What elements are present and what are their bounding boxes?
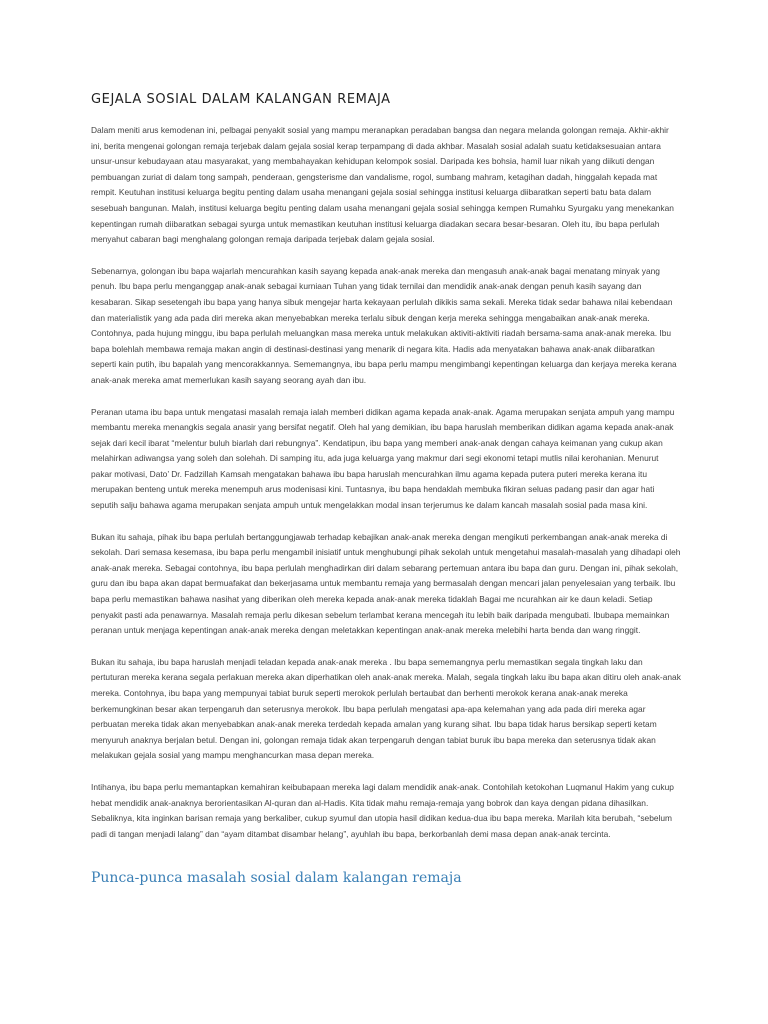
paragraph-kebajikan: Bukan itu sahaja, pihak ibu bapa perlulah bertanggungjawab terhadap kebajikan anak-anak mereka dengan mengikuti perkembangan anak-anak mereka di sekolah. Dari semasa kesemasa, ibu bapa perlu mengambil inisiatif untuk menghubungi pihak sekolah untuk mengetahui masalah-masalah yang dihadapi oleh anak-anak mereka. Sebagai contohnya, ibu bapa perlulah menghadirkan diri dalam sebarang pertemuan antara ibu bapa dan guru. Dengan ini, pihak sekolah, guru dan ibu bapa akan dapat bermuafakat dan bekerjasama untuk membantu remaja yang bermasalah dengan mencari jalan penyelesaian yang terbaik. Ibu bapa perlu memastikan bahawa nasihat yang diberikan oleh mereka kepada anak-anak mereka tidaklah Bagai me ncurahkan air ke daun keladi. Setiap penyakit pasti ada penawarnya. Masalah remaja perlu dikesan sebelum terlambat kerana mencegah itu lebih baik daripada mengubati. Ibubapa memainkan peranan untuk menjaga kepentingan anak-anak mereka dengan meletakkan kepentingan anak-anak mereka melebihi harta benda dan wang ringgit.: [91, 531, 681, 636]
paragraph-intro: Dalam meniti arus kemodenan ini, pelbagai penyakit sosial yang mampu meranapkan peradaban bangsa dan negara melanda golongan remaja. Akhir-akhir ini, berita mengenai golongan remaja terjebak dalam gejala sosial kerap terpampang di dada akhbar. Masalah sosial adalah suatu ketidaksesuaian antara unsur-unsur kebudayaan atau masyarakat, yang membahayakan kehidupan kelompok sosial. Daripada kes bohsia, hamil luar nikah yang diikuti dengan pembuangan zuriat di dalam tong sampah, penderaan, gengsterisme dan vandalisme, rogol, sumbang mahram, ketagihan dadah, hinggalah kepada mat rempit. Keutuhan institusi keluarga begitu penting dalam usaha menangani gejala sosial sehingga institusi keluarga diibaratkan seperti batu bata dalam sesebuah bangunan. Malah, institusi keluarga begitu penting dalam usaha menangani gejala sosial sehingga kempen Rumahku Syurgaku yang menekankan kepentingan rumah diibaratkan sebagai syurga untuk memastikan keutuhan institusi keluarga diadakan secara besar-besaran. Oleh itu, ibu bapa perlulah menyahut cabaran bagi menghalang golongan remaja daripada terjebak dalam gejala sosial.: [91, 125, 674, 245]
paragraph-conclusion: Intihanya, ibu bapa perlu memantapkan kemahiran keibubapaan mereka lagi dalam mendidik anak-anak. Contohilah ketokohan Luqmanul Hakim yang cukup hebat mendidik anak-anaknya berorientasikan Al-quran dan al-Hadis. Kita tidak mahu remaja-remaja yang bobrok dan kaya dengan pidana dihasilkan. Sebaliknya, kita inginkan barisan remaja yang berkaliber, cukup syumul dan utopia hasil didikan kedua-dua ibu bapa mereka. Marilah kita berubah, “sebelum padi di tangan menjadi lalang” dan “ayam ditambat disambar helang”, ayuhlah ibu bapa, berkorbanlah demi masa depan anak-anak tercinta.: [91, 781, 674, 839]
document-page: [91, 92, 681, 886]
section-heading: Punca-punca masalah sosial dalam kalangan remaja: [91, 870, 462, 887]
paragraph-didikan-agama: Peranan utama ibu bapa untuk mengatasi masalah remaja ialah memberi didikan agama kepada anak-anak. Agama merupakan senjata ampuh yang mampu membantu mereka menangkis segala anasir yang bersifat negatif. Oleh hal yang demikian, ibu bapa haruslah memberikan didikan agama kepada anak-anak sejak dari kecil ibarat “melentur buluh biarlah dari rebungnya”. Kendatipun, ibu bapa yang memberi anak-anak dengan cahaya keimanan yang cukup akan melahirkan adiwangsa yang soleh dan solehah. Di samping itu, ada juga keluarga yang makmur dari segi ekonomi tetapi mutlis nilai kerohanian. Menurut pakar motivasi, Dato’ Dr. Fadzillah Kamsah mengatakan bahawa ibu bapa haruslah mencurahkan ilmu agama kepada putera puteri mereka kerana itu merupakan benteng untuk mereka menempuh arus modenisasi kini. Tuntasnya, ibu bapa hendaklah membuka fikiran seluas padang pasir dan agar hati seputih salju bahawa agama merupakan senjata ampuh untuk mengelakkan modal insan terjerumus ke dalam kancah masalah sosial pada masa kini.: [91, 406, 675, 511]
paragraph-teladan: Bukan itu sahaja, ibu bapa haruslah menjadi teladan kepada anak-anak mereka . Ibu bapa sememangnya perlu memastikan segala tingkah laku dan pertuturan mereka kerana segala perlakuan mereka akan diperhatikan oleh anak-anak mereka. Malah, segala tingkah laku ibu bapa akan ditiru oleh anak-anak mereka. Contohnya, ibu bapa yang mempunyai tabiat buruk seperti merokok perlulah bertaubat dan berhenti merokok kerana anak-anak mereka berkemungkinan besar akan terpengaruh dan seterusnya merokok. Ibu bapa perlulah mengatasi apa-apa kelemahan yang ada pada diri mereka agar perbuatan mereka tidak akan menyebabkan anak-anak mereka terdedah kepada amalan yang kurang sihat. Ibu bapa tidak harus bersikap seperti ketam menyuruh anaknya berjalan betul. Dengan ini, golongan remaja tidak akan terpengaruh dengan tabiat buruk ibu bapa mereka dan seterusnya tidak akan melakukan gejala sosial yang mampu menghancurkan masa depan mereka.: [91, 656, 681, 761]
document-title: GEJALA SOSIAL DALAM KALANGAN REMAJA: [91, 92, 391, 107]
paragraph-kasih-sayang: Sebenarnya, golongan ibu bapa wajarlah mencurahkan kasih sayang kepada anak-anak mereka dan mengasuh anak-anak bagai menatang minyak yang penuh. Ibu bapa perlu menganggap anak-anak sebagai kurniaan Tuhan yang tidak ternilai dan mendidik anak-anak dengan penuh kasih sayang dan kesabaran. Sikap sesetengah ibu bapa yang hanya sibuk mengejar harta kekayaan perlulah dikikis sama sekali. Mereka tidak sedar bahawa nilai kebendaan dan materialistik yang ada pada diri mereka akan menyebabkan mereka terlalu sibuk dengan kerja mereka sehingga mengabaikan anak-anak mereka. Contohnya, pada hujung minggu, ibu bapa perlulah meluangkan masa mereka untuk melakukan aktiviti-aktiviti riadah bersama-sama anak-anak mereka. Ibu bapa bolehlah membawa remaja makan angin di destinasi-destinasi yang menarik di negara kita. Hadis ada menyatakan bahawa anak-anak diibaratkan seperti kain putih, ibu bapalah yang mencorakkannya. Sememangnya, ibu bapa perlu mampu mengimbangi kepentingan keluarga dan kerjaya mereka kerana anak-anak mereka amat memerlukan kasih sayang seorang ayah dan ibu.: [91, 265, 677, 385]
